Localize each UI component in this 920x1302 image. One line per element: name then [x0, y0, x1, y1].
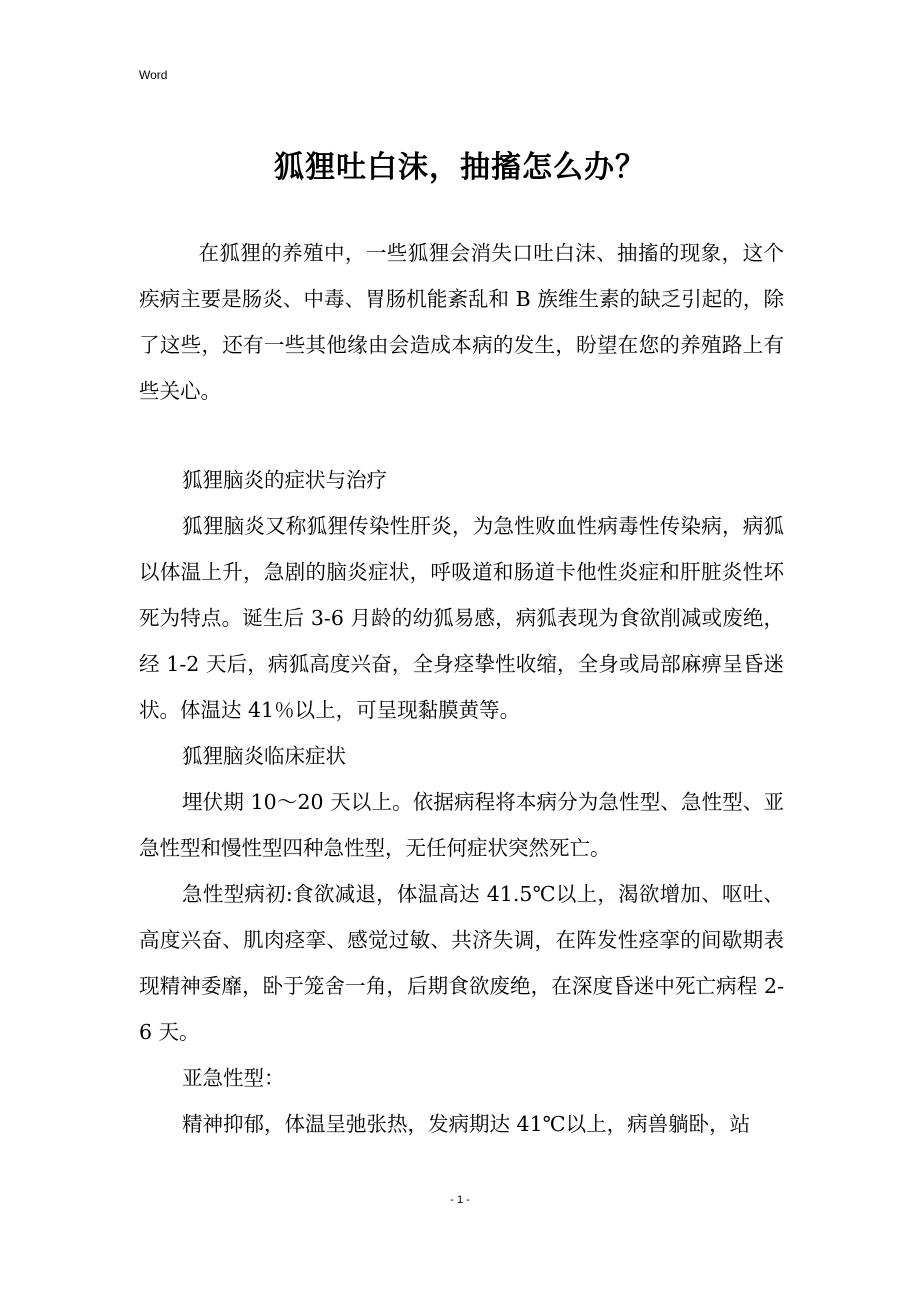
document-title: 狐狸吐白沫，抽搐怎么办？	[274, 150, 646, 185]
paragraph-incubation: 埋伏期 10～20 天以上。依据病程将本病分为急性型、急性型、亚急性型和慢性型四种急性型，无任何症状突然死亡。	[139, 790, 784, 860]
paragraph-encephalitis-description: 狐狸脑炎又称狐狸传染性肝炎，为急性败血性病毒性传染病，病狐以体温上升，急剧的脑炎症状，呼吸道和肠道卡他性炎症和肝脏炎性坏死为特点。诞生后 3-6 月龄的幼狐易感，病狐表现为食欲削减或废绝，经 1-2 天后，病狐高度兴奋，全身痉挚性收缩，全身或局部麻痹呈昏迷状。体温达 41％以上，可呈现黏膜黄等。	[139, 514, 784, 722]
section-heading-subacute: 亚急性型：	[182, 1066, 285, 1090]
paragraph-intro: 在狐狸的养殖中，一些狐狸会消失口吐白沫、抽搐的现象，这个疾病主要是肠炎、中毒、胃肠机能紊乱和 B 族维生素的缺乏引起的，除了这些，还有一些其他缘由会造成本病的发生，盼望在您的养殖路上有些关心。	[139, 241, 784, 403]
document-body	[139, 230, 784, 1147]
section-heading-clinical-symptoms: 狐狸脑炎临床症状	[182, 744, 347, 768]
section-heading-symptoms-treatment: 狐狸脑炎的症状与治疗	[182, 468, 388, 492]
page-number: - 1 -	[450, 1194, 470, 1206]
paragraph-subacute: 精神抑郁，体温呈弛张热，发病期达 41℃以上，病兽躺卧，站	[182, 1112, 751, 1136]
paragraph-acute-type: 急性型病初:食欲减退，体温高达 41.5℃以上，渴欲增加、呕吐、高度兴奋、肌肉痉挛、感觉过敏、共济失调，在阵发性痉挛的间歇期表现精神委靡，卧于笼舍一角，后期食欲废绝，在深度昏迷中死亡病程 2-6 天。	[139, 882, 784, 1044]
header-label: Word	[139, 68, 168, 82]
